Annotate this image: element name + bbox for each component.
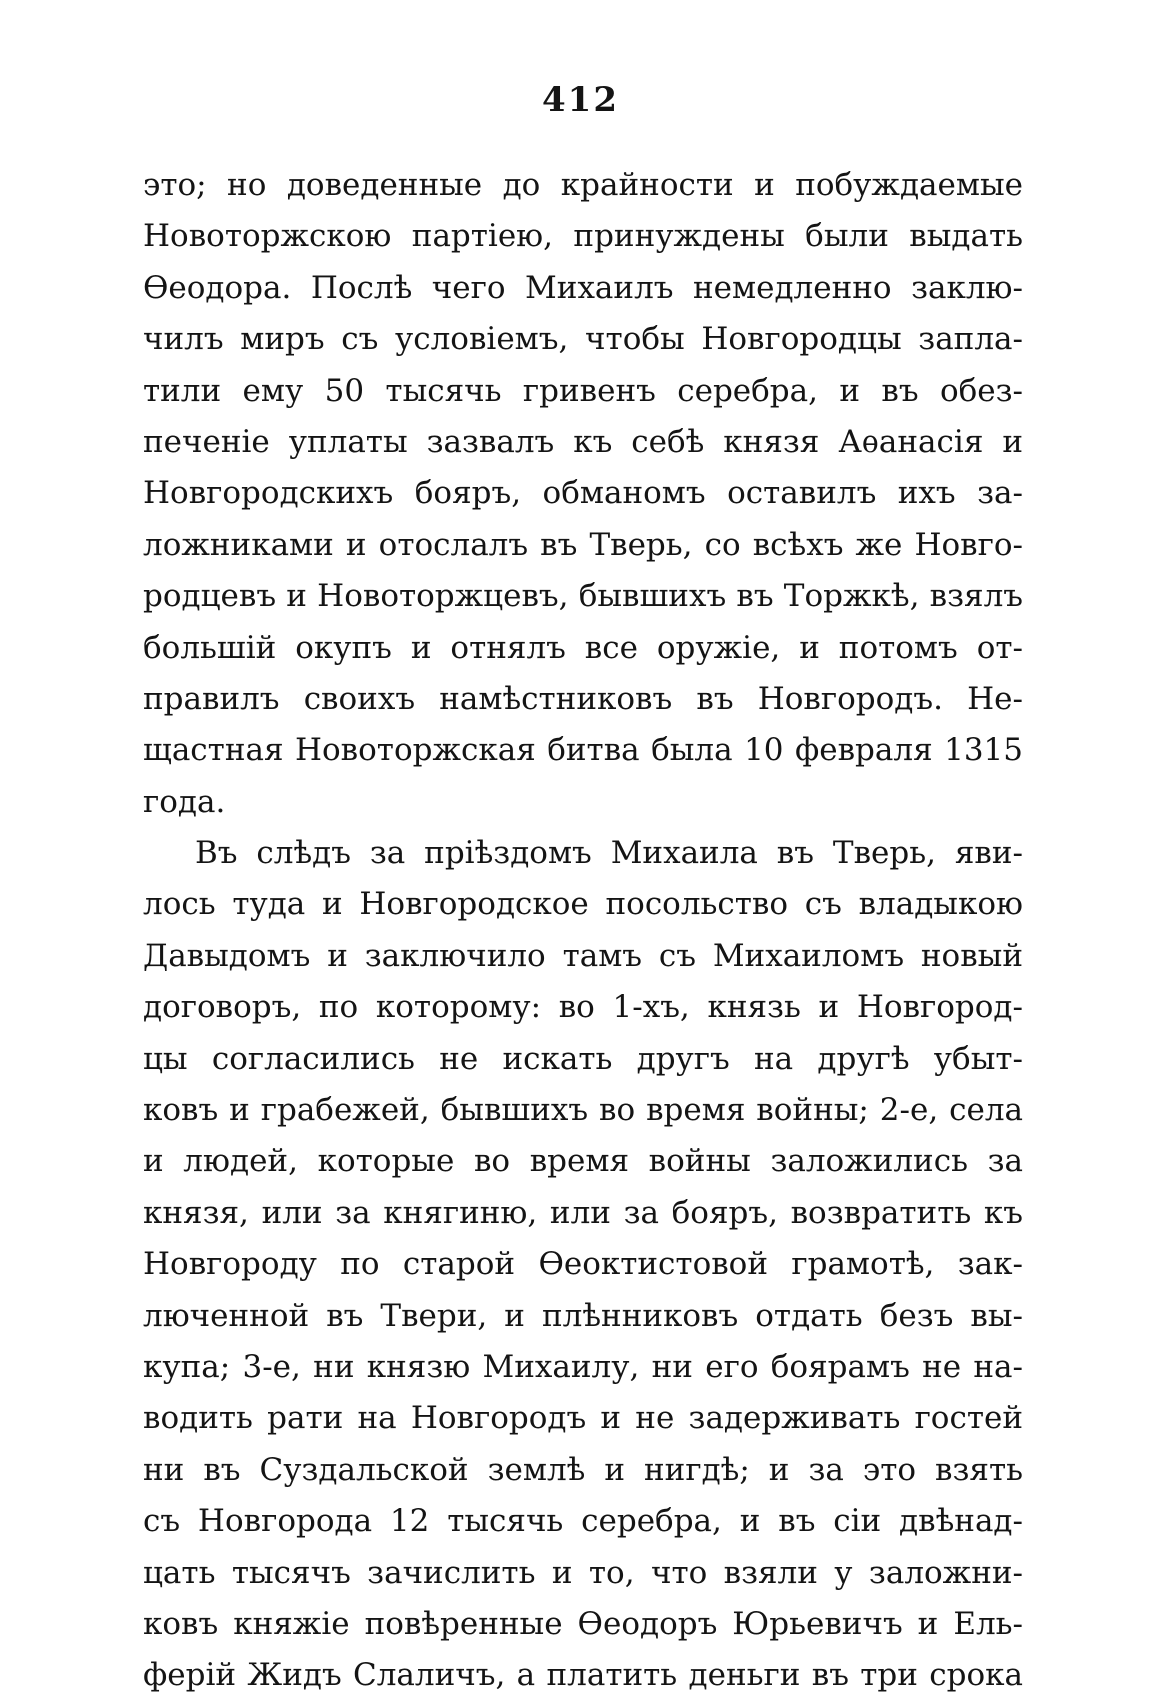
text-line: водить рати на Новгородъ и не задерживать гостей	[143, 1400, 1023, 1437]
text-line: правилъ своихъ намѣстниковъ въ Новгородъ. Не-	[143, 680, 1023, 717]
text-line: родцевъ и Новоторжцевъ, бывшихъ въ Торжкѣ, взялъ	[143, 578, 1023, 615]
text-line: щастная Новоторжская битва была 10 февраля 1315	[143, 732, 1023, 769]
text-line: лось туда и Новгородское посольство съ владыкою	[143, 886, 1023, 923]
page-number: 412	[542, 80, 619, 120]
text-line: ферій Жидъ Слаличъ, а платить деньги въ три срока	[143, 1657, 1023, 1694]
text-line: цать тысячъ зачислить и то, что взяли у заложни-	[143, 1554, 1023, 1591]
text-line: Давыдомъ и заключило тамъ съ Михаиломъ новый	[143, 937, 1023, 974]
text-line: съ Новгорода 12 тысячь серебра, и въ сіи двѣнад-	[143, 1503, 1023, 1540]
body-text	[143, 160, 1023, 1702]
text-line: большій окупъ и отнялъ все оружіе, и потомъ от-	[143, 629, 1023, 666]
text-line: ковъ и грабежей, бывшихъ во время войны; 2-е, села	[143, 1092, 1023, 1129]
paragraph-2	[143, 828, 1023, 1702]
text-line: Новоторжскою партіею, принуждены были выдать	[143, 218, 1023, 255]
text-line: ни въ Суздальской землѣ и нигдѣ; и за это взять	[143, 1451, 1023, 1488]
text-line: Новгороду по старой Ѳеоктистовой грамотѣ, зак-	[143, 1246, 1023, 1283]
text-line: договоръ, по которому: во 1-хъ, князь и Новгород-	[143, 989, 1023, 1026]
text-line: Новгородскихъ бояръ, обманомъ оставилъ ихъ за-	[143, 475, 1023, 512]
text-line: чилъ миръ съ условіемъ, чтобы Новгородцы запла-	[143, 321, 1023, 358]
text-line: ложниками и отослалъ въ Тверь, со всѣхъ же Новго-	[143, 526, 1023, 563]
text-line: печеніе уплаты зазвалъ къ себѣ князя Аѳанасія и	[143, 423, 1023, 460]
text-line: Въ слѣдъ за пріѣздомъ Михаила въ Тверь, яви-	[195, 835, 1023, 872]
paragraph-1	[143, 160, 1023, 828]
text-line: люченной въ Твери, и плѣнниковъ отдать безъ вы-	[143, 1297, 1023, 1334]
text-line: года.	[143, 783, 226, 820]
text-line: Ѳеодора. Послѣ чего Михаилъ немедленно заклю-	[143, 269, 1023, 306]
text-line: купа; 3-е, ни князю Михаилу, ни его боярамъ не на-	[143, 1348, 1023, 1385]
text-line: тили ему 50 тысячь гривенъ серебра, и въ обез-	[143, 372, 1023, 409]
text-line: и людей, которые во время войны заложились за	[143, 1143, 1023, 1180]
text-line: ковъ княжіе повѣренные Ѳеодоръ Юрьевичъ и Ель-	[143, 1605, 1023, 1642]
text-line: цы согласились не искать другъ на другѣ убыт-	[143, 1040, 1023, 1077]
text-line: князя, или за княгиню, или за бояръ, возвратить къ	[143, 1194, 1023, 1231]
text-line: это; но доведенные до крайности и побуждаемые	[143, 167, 1023, 203]
